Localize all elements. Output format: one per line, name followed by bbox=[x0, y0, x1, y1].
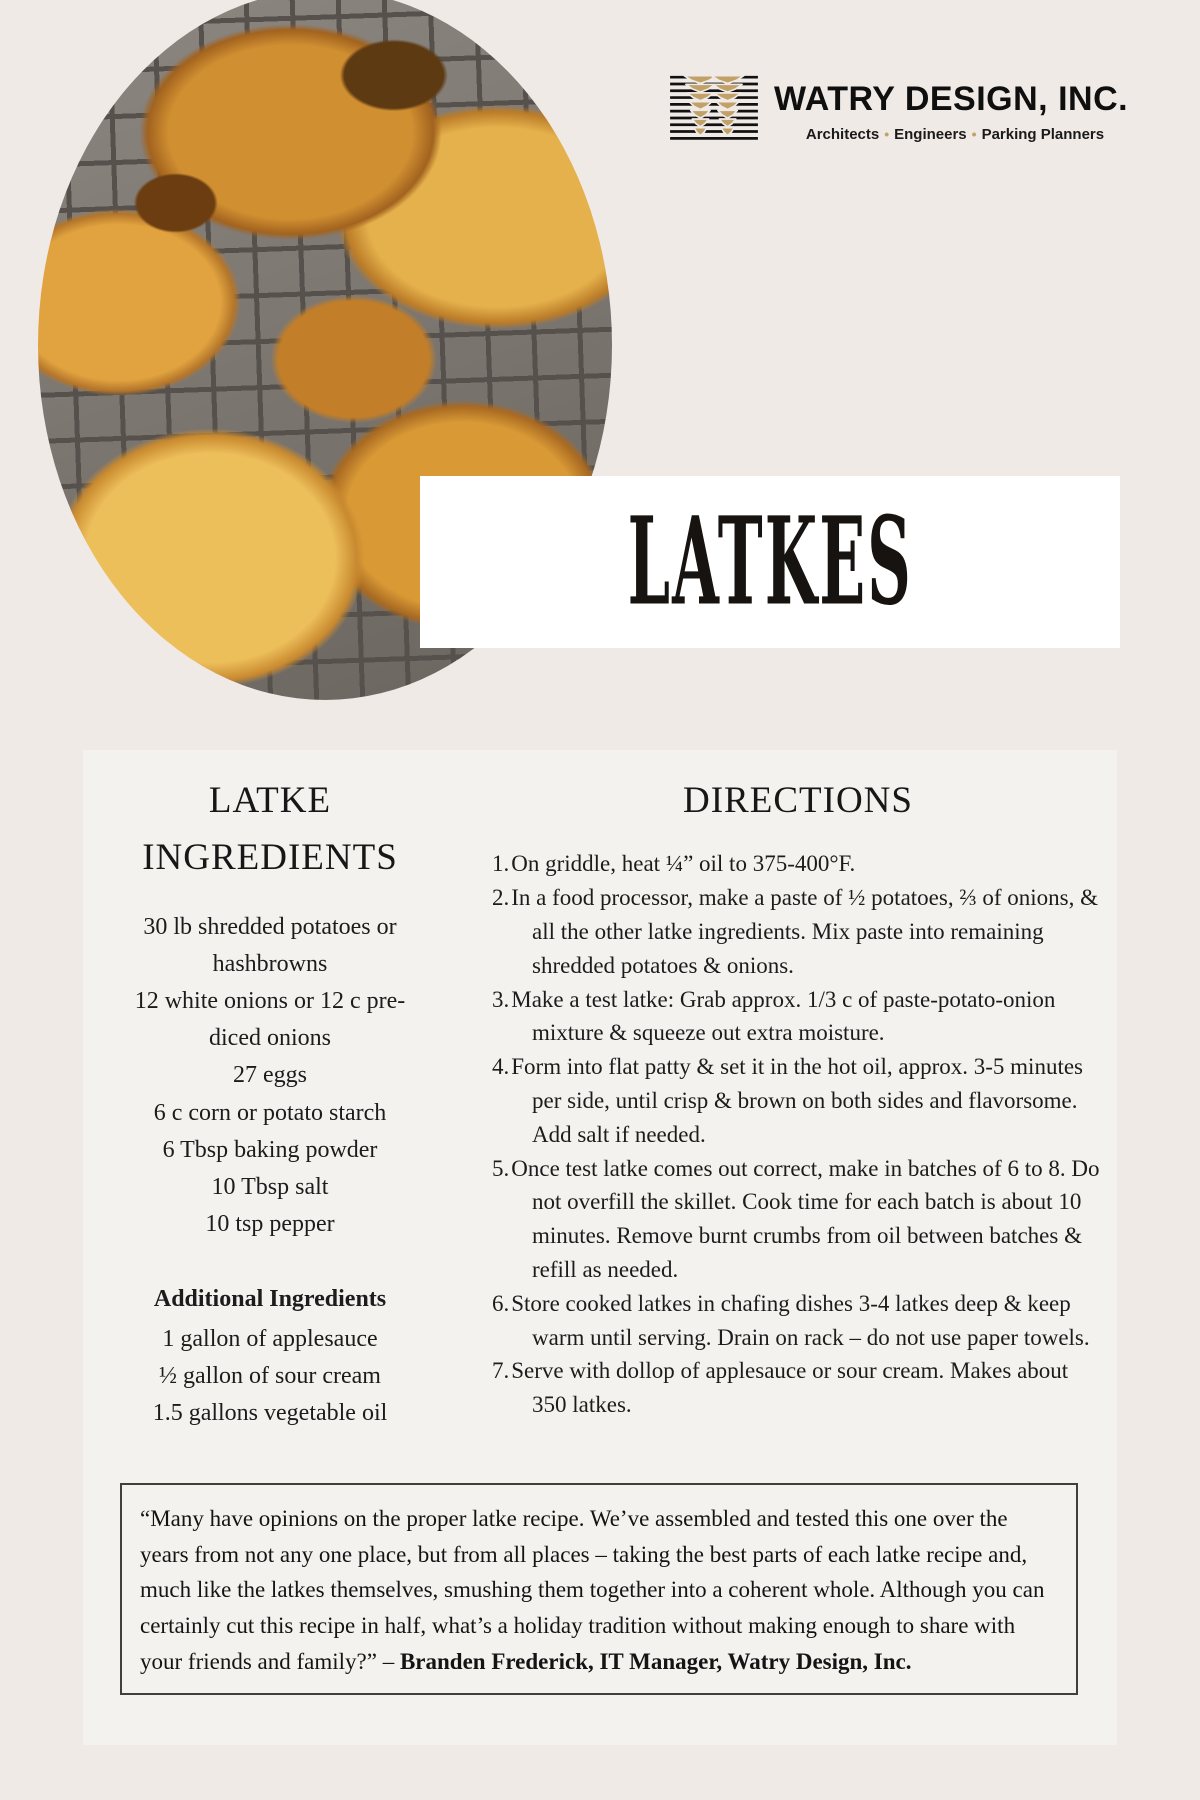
ingredient-item: 30 lb shredded potatoes or hashbrowns bbox=[143, 913, 397, 977]
page-title: LATKES bbox=[627, 491, 913, 633]
logo-tagline bbox=[774, 126, 1136, 143]
quote-box bbox=[120, 1483, 1078, 1695]
bullet-icon: • bbox=[971, 126, 977, 142]
content-card bbox=[83, 750, 1117, 1745]
ingredients-section bbox=[110, 772, 430, 1432]
additional-ingredient-item: ½ gallon of sour cream bbox=[159, 1362, 381, 1389]
direction-step: Make a test latke: Grab approx. 1/3 c of paste-potato-onion mixture & squeeze out extra moisture. bbox=[511, 986, 1056, 1046]
directions-heading: DIRECTIONS bbox=[683, 780, 913, 821]
direction-step: Once test latke comes out correct, make in batches of 6 to 8. Do not overfill the skillet. Cook time for each batch is about 10 minutes. Remove burnt crumbs from oil between batches & refill as needed. bbox=[511, 1155, 1100, 1282]
company-name: WATRY DESIGN, INC. bbox=[774, 80, 1129, 118]
ingredient-item: 6 Tbsp baking powder bbox=[162, 1136, 378, 1163]
quote-text bbox=[140, 1501, 1056, 1679]
ingredient-item: 27 eggs bbox=[233, 1062, 307, 1089]
bullet-icon: • bbox=[884, 126, 890, 142]
ingredient-item: 6 c corn or potato starch bbox=[153, 1099, 387, 1126]
direction-step: Serve with dollop of applesauce or sour cream. Makes about 350 latkes. bbox=[511, 1358, 1069, 1418]
tagline-item: Engineers bbox=[894, 126, 967, 143]
tagline-item: Parking Planners bbox=[981, 126, 1105, 143]
direction-step: Store cooked latkes in chafing dishes 3-4 latkes deep & keep warm until serving. Drain on rack – do not use paper towels. bbox=[511, 1290, 1090, 1350]
ingredient-item: 10 Tbsp salt bbox=[211, 1174, 329, 1200]
ingredients-heading: LATKE INGREDIENTS bbox=[142, 780, 398, 879]
additional-ingredients-list bbox=[110, 1321, 430, 1433]
title-banner bbox=[420, 476, 1120, 648]
directions-section bbox=[492, 772, 1104, 1422]
direction-step: On griddle, heat ¼” oil to 375-400°F. bbox=[511, 851, 856, 877]
additional-ingredients-heading: Additional Ingredients bbox=[153, 1286, 387, 1313]
additional-ingredient-item: 1.5 gallons vegetable oil bbox=[152, 1399, 388, 1426]
tagline-item: Architects bbox=[805, 126, 880, 143]
quote-body: “Many have opinions on the proper latke recipe. We’ve assembled and tested this one over the years from not any one place, but from all places – taking the best parts of each latke recipe and, much like the latkes themselves, smushing them together into a coherent whole. Although you can certainly cut this recipe in half, what’s a holiday tradition without making enough to share with your friends and family?” – bbox=[140, 1506, 1045, 1674]
ingredient-item: 12 white onions or 12 c pre-diced onions bbox=[134, 988, 406, 1052]
quote-attribution: Branden Frederick, IT Manager, Watry Design, Inc. bbox=[399, 1648, 912, 1674]
watry-logo-icon bbox=[668, 74, 760, 141]
direction-step: In a food processor, make a paste of ½ potatoes, ⅔ of onions, & all the other latke ingredients. Mix paste into remaining shredded potatoes & onions. bbox=[511, 885, 1098, 978]
additional-ingredient-item: 1 gallon of applesauce bbox=[162, 1325, 378, 1352]
ingredients-list bbox=[110, 909, 430, 1244]
directions-list bbox=[492, 847, 1104, 1422]
ingredient-item: 10 tsp pepper bbox=[205, 1211, 335, 1238]
direction-step: Form into flat patty & set it in the hot oil, approx. 3-5 minutes per side, until crisp & brown on both sides and flavorsome. Add salt if needed. bbox=[511, 1054, 1083, 1147]
